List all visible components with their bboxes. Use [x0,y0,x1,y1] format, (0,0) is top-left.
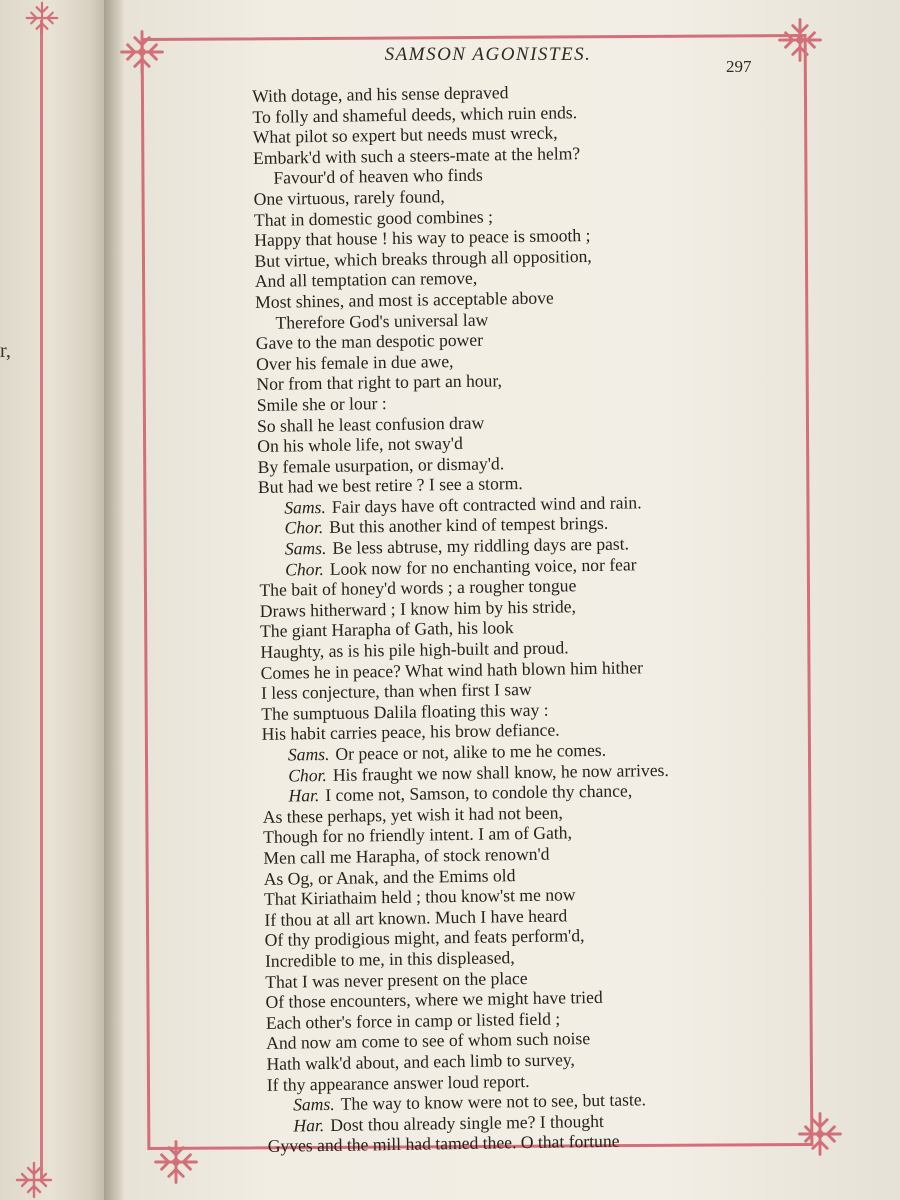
line-text: If thy appearance answer loud report. [266,1070,530,1095]
cross-flourish-icon [118,28,166,76]
speaker-name: Sams. [284,538,327,559]
speaker-name: Sams. [287,743,330,765]
line-text: Or peace or not, alike to me he comes. [335,739,607,764]
line-text: And now am come to see of whom such noise [266,1028,591,1054]
line-text: Incredible to me, in this displeased, [264,947,515,971]
line-text: Be less abtruse, my riddling days are past. [332,533,630,558]
line-text: Gave to the man despotic power [255,329,484,354]
line-text: Look now for no enchanting voice, nor fear [329,554,637,579]
line-text: With dotage, and his sense depraved [252,82,509,106]
line-text: If thou at all art known. Much I have heard [264,905,568,930]
cross-flourish-icon [14,1160,54,1200]
line-text: Gyves and the mill had tamed thee. O that fortune [267,1130,620,1157]
running-head: SAMSON AGONISTES. [384,44,592,65]
verse-text-block [252,78,808,1157]
line-text: But this another kind of tempest brings. [329,513,609,538]
line-text: Nor from that right to part an hour, [256,370,503,395]
line-text: That I was never present on the place [265,967,528,992]
line-text: Most shines, and most is acceptable above [255,287,554,312]
line-text: That in domestic good combines ; [253,206,494,230]
line-text: The bait of honey'd words ; a rougher tongue [259,575,577,601]
line-text: What pilot so expert but needs must wreck, [252,122,558,148]
line-text: But virtue, which breaks through all opposition, [254,245,592,271]
speaker-name: Har. [288,785,320,806]
line-text: And all temptation can remove, [254,268,478,292]
line-text: Smile she or lour : [256,392,387,415]
line-text: Happy that house ! his way to peace is smooth ; [254,225,591,251]
line-text: Favour'd of heaven who finds [273,164,483,189]
line-text: As Og, or Anak, and the Emims old [263,864,516,889]
line-text: Dost thou already single me? I thought [330,1110,604,1135]
line-text: To folly and shameful deeds, which ruin ends. [252,101,578,127]
line-text: On his whole life, not sway'd [257,433,463,457]
line-text: His fraught we now shall know, he now arrives. [332,759,669,785]
line-text: Embark'd with such a steers-mate at the helm? [252,142,581,168]
line-text: By female usurpation, or dismay'd. [257,452,505,477]
line-text: Comes he in peace? What wind hath blown him hither [260,656,644,683]
line-text: Therefore God's universal law [275,309,489,333]
line-text: I less conjecture, than when first I saw [260,679,532,704]
line-text: I come not, Samson, to condole thy chance, [325,780,633,806]
line-text: Each other's force in camp or listed field ; [265,1008,561,1033]
line-text: That Kiriathaim held ; thou know'st me now [263,884,576,910]
speaker-name: Sams. [284,496,326,518]
line-text: His habit carries peace, his brow defiance. [261,719,560,745]
speaker-name: Chor. [285,558,324,580]
speaker-name: Har. [293,1114,325,1136]
left-page-text-fragment: r, [0,340,11,362]
line-text: The way to know were not to see, but taste. [340,1089,647,1114]
line-text: But had we best retire ? I see a storm. [257,473,523,498]
line-text: The sumptuous Dalila floating this way : [261,699,549,724]
left-page-border [40,20,43,1180]
book-gutter [104,0,126,1200]
line-text: Fair days have oft contracted wind and rain. [331,492,642,517]
speaker-name: Chor. [288,764,327,786]
line-text: As these perhaps, yet wish it had not been, [262,802,563,827]
line-text: Of those encounters, where we might have tried [265,987,603,1013]
line-text: Men call me Harapha, of stock renown'd [263,843,550,868]
line-text: The giant Harapha of Gath, his look [259,617,514,642]
cross-flourish-icon [24,0,60,36]
speaker-name: Chor. [284,517,324,539]
speaker-name: Sams. [292,1093,335,1115]
line-text: Hath walk'd about, and each limb to survey, [266,1049,575,1074]
line-text: Though for no friendly intent. I am of Gath, [262,822,573,848]
left-page [0,0,112,1200]
line-text: Over his female in due awe, [255,350,454,374]
line-text: Of thy prodigious might, and feats perform'd, [264,925,585,951]
line-text: One virtuous, rarely found, [253,186,445,209]
cross-flourish-icon [776,16,824,64]
page-number: 297 [726,57,752,76]
line-text: Draws hitherward ; I know him by his stride, [259,596,577,621]
line-text: So shall he least confusion draw [256,412,485,436]
line-text: Haughty, as is his pile high-built and proud. [260,637,569,662]
cross-flourish-icon [152,1138,200,1186]
